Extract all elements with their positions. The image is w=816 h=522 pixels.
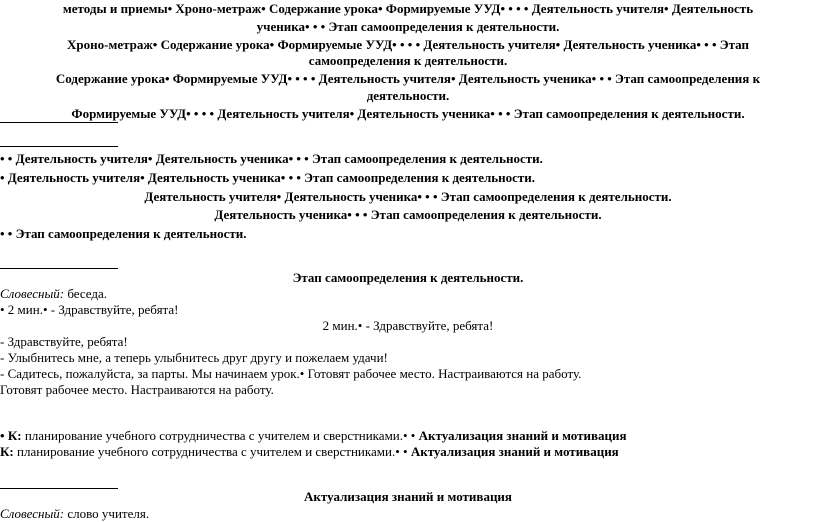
k-text: планирование учебного сотрудничества с учителем и сверстниками.• • bbox=[13, 444, 411, 459]
stage-heading: Этап самоопределения к деятельности. bbox=[292, 270, 524, 285]
final-method-value: слово учителя. bbox=[64, 506, 150, 521]
k-line-2 bbox=[0, 444, 816, 460]
footnote-rule bbox=[0, 268, 118, 269]
k-bold: Актуализация знаний и мотивация bbox=[418, 428, 627, 443]
method-label: Словесный: bbox=[0, 286, 65, 301]
header-line-5: Содержание урока• Формируемые УУД• • • • Деятельность учителя• Деятельность ученика• • • Этап самоопределения к bbox=[55, 71, 761, 86]
sit-line: - Садитесь, пожалуйста, за парты. Мы начинаем урок.• Готовят рабочее место. Настраиваются на работу. bbox=[0, 366, 582, 381]
k-label: К: bbox=[0, 444, 14, 459]
second-line-5: • • Этап самоопределения к деятельности. bbox=[0, 226, 247, 241]
footnote-rule bbox=[0, 122, 118, 123]
second-line-2: • Деятельность учителя• Деятельность ученика• • • Этап самоопределения к деятельности. bbox=[0, 170, 536, 185]
header-line-6: деятельности. bbox=[366, 88, 450, 103]
header-line-2: ученика• • • Этап самоопределения к деятельности. bbox=[256, 19, 560, 34]
second-line-3: Деятельность учителя• Деятельность ученика• • • Этап самоопределения к деятельности. bbox=[144, 189, 672, 204]
time-line-1: • 2 мин.• - Здравствуйте, ребята! bbox=[0, 302, 179, 317]
k-label: К: bbox=[7, 428, 22, 443]
ready-line: Готовят рабочее место. Настраиваются на работу. bbox=[0, 382, 274, 397]
final-heading: Актуализация знаний и мотивация bbox=[304, 489, 512, 504]
time-line-2: 2 мин.• - Здравствуйте, ребята! bbox=[322, 318, 494, 333]
final-method-label: Словесный: bbox=[0, 506, 65, 521]
method-line bbox=[0, 286, 816, 302]
k-line-1 bbox=[0, 428, 816, 444]
smile-line: - Улыбнитесь мне, а теперь улыбнитесь друг другу и пожелаем удачи! bbox=[0, 350, 388, 365]
second-line-4: Деятельность ученика• • • Этап самоопределения к деятельности. bbox=[214, 207, 602, 222]
second-line-1: • • Деятельность учителя• Деятельность ученика• • • Этап самоопределения к деятельности. bbox=[0, 151, 543, 166]
greeting-line: - Здравствуйте, ребята! bbox=[0, 334, 128, 349]
k-bold: Актуализация знаний и мотивация bbox=[410, 444, 619, 459]
header-line-7: Формируемые УУД• • • • Деятельность учителя• Деятельность ученика• • • Этап самоопределения к деятельности. bbox=[71, 106, 745, 121]
header-line-4: самоопределения к деятельности. bbox=[308, 53, 508, 68]
header-line-1: методы и приемы• Хроно-метраж• Содержание урока• Формируемые УУД• • • • Деятельность учителя• Деятельность bbox=[62, 1, 754, 16]
header-line-3: Хроно-метраж• Содержание урока• Формируемые УУД• • • • Деятельность учителя• Деятельность ученика• • • Этап bbox=[67, 37, 749, 52]
method-value: беседа. bbox=[64, 286, 108, 301]
footnote-rule bbox=[0, 146, 118, 147]
k-text: планирование учебного сотрудничества с учителем и сверстниками.• • bbox=[21, 428, 419, 443]
bullet: • bbox=[0, 428, 8, 443]
